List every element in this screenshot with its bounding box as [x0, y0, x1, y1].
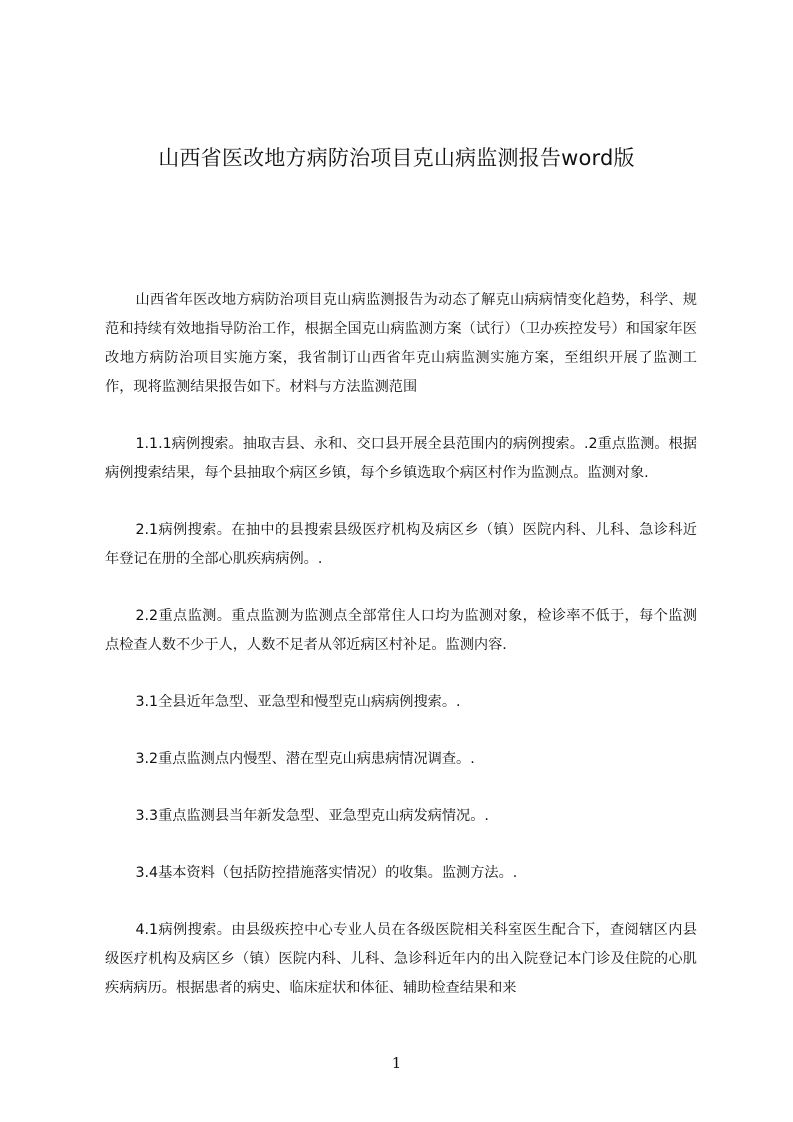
paragraph-2-1: 2.1病例搜索。在抽中的县搜索县级医疗机构及病区乡（镇）医院内科、儿科、急诊科近年登记在册的全部心肌疾病病例。.: [105, 522, 697, 567]
paragraph-3-4: 3.4基本资料（包括防控措施落实情况）的收集。监测方法。.: [135, 865, 518, 881]
paragraph-3-2: 3.2重点监测点内慢型、潜在型克山病患病情况调查。.: [135, 751, 475, 767]
paragraph-intro: 山西省年医改地方病防治项目克山病监测报告为动态了解克山病病情变化趋势，科学、规范和持续有效地指导防治工作，根据全国克山病监测方案（试行）（卫办疾控发号）和国家年医改地方病防治项目实施方案，我省制订山西省年克山病监测实施方案，至组织开展了监测工作，现将监测结果报告如下。材料与方法监测范围: [105, 292, 697, 395]
paragraph-3-1: 3.1全县近年急型、亚急型和慢型克山病病例搜索。.: [135, 694, 461, 710]
document-title: 山西省医改地方病防治项目克山病监测报告word版: [158, 146, 635, 170]
paragraph-4-1: 4.1病例搜索。由县级疾控中心专业人员在各级医院相关科室医生配合下，查阅辖区内县级医疗机构及病区乡（镇）医院内科、儿科、急诊科近年内的出入院登记本门诊及住院的心肌疾病病历。根据患者的病史、临床症状和体征、辅助检查结果和来: [105, 922, 697, 996]
paragraph-1-1: 1.1.1病例搜索。抽取吉县、永和、交口县开展全县范围内的病例搜索。.2重点监测。根据病例搜索结果，每个县抽取个病区乡镇，每个乡镇选取个病区村作为监测点。监测对象.: [105, 436, 697, 481]
paragraph-3-3: 3.3重点监测县当年新发急型、亚急型克山病发病情况。.: [135, 808, 489, 824]
paragraph-2-2: 2.2重点监测。重点监测为监测点全部常住人口均为监测对象，检诊率不低于，每个监测点检查人数不少于人，人数不足者从邻近病区村补足。监测内容.: [105, 608, 697, 653]
page-number: 1: [391, 1054, 402, 1072]
document-body: [105, 286, 697, 1031]
